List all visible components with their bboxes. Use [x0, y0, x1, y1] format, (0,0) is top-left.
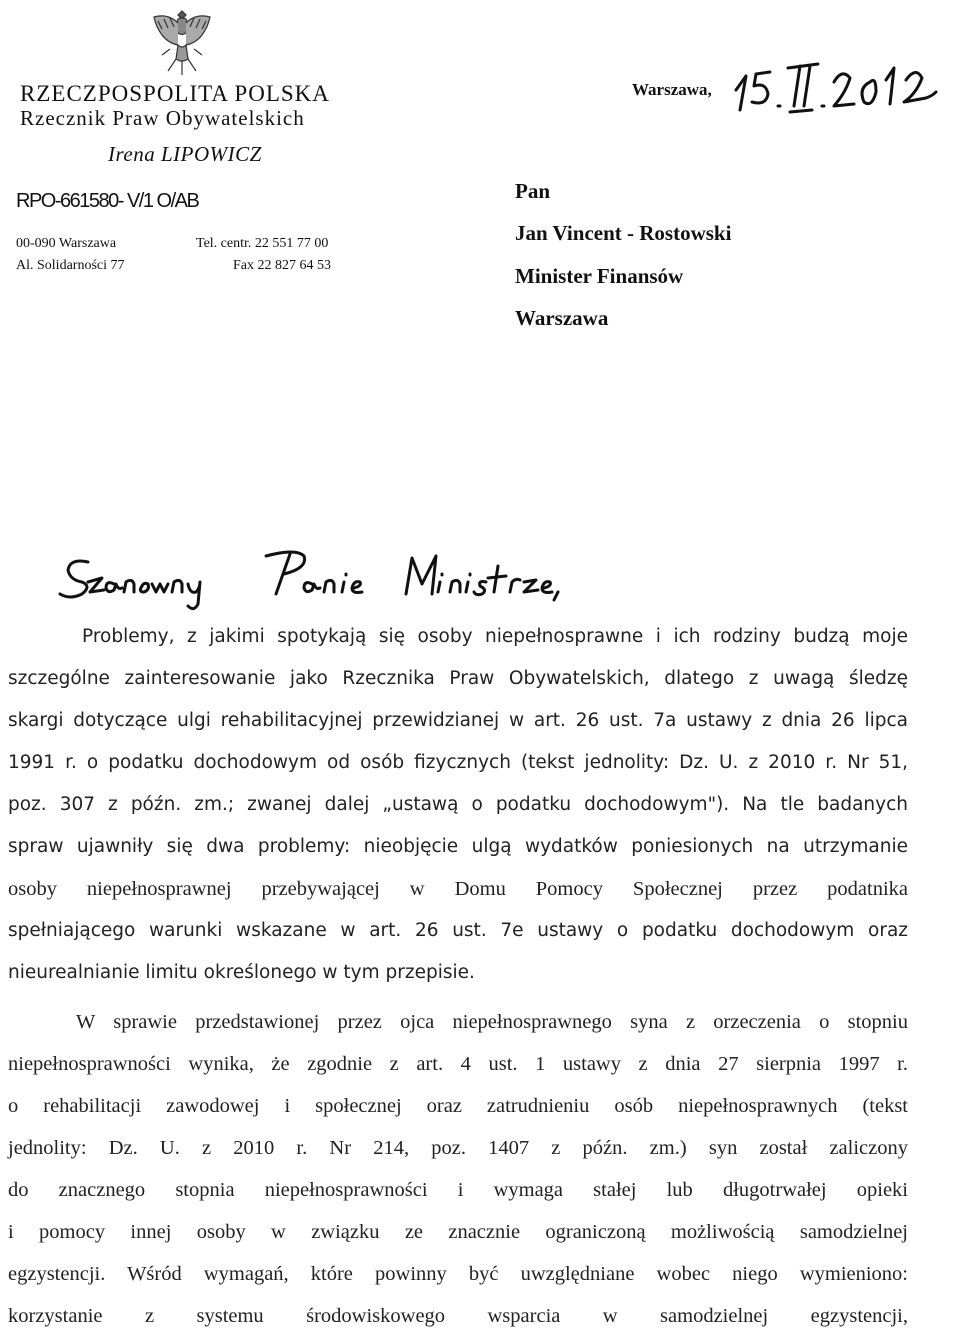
paragraph-line: szczególne zainteresowanie jako Rzecznika Praw Obywatelskich, dlatego z uwagą śledzę	[8, 668, 908, 689]
paragraph-line: spraw ujawniły się dwa problemy: nieobjęcie ulgą wydatków poniesionych na utrzymanie	[8, 836, 908, 857]
phone-number: Tel. centr. 22 551 77 00	[196, 236, 329, 251]
paragraph-line: 1991 r. o podatku dochodowym od osób fizycznych (tekst jednolity: Dz. U. z 2010 r. Nr 51,	[8, 752, 908, 773]
body-paragraph-2	[8, 1001, 908, 1337]
institution-country: RZECZPOSPOLITA POLSKA	[20, 81, 330, 106]
paragraph-line: o rehabilitacji zawodowej i społecznej oraz zatrudnieniu osób niepełnosprawnych (tekst	[8, 1095, 908, 1117]
ombudsman-name: Irena LIPOWICZ	[108, 142, 262, 166]
handwritten-date	[730, 50, 960, 120]
paragraph-line: i pomocy innej osoby w związku ze znacznie ograniczoną możliwością samodzielnej	[8, 1221, 908, 1243]
institution-name: Rzecznik Praw Obywatelskich	[20, 106, 305, 130]
postal-address: 00-090 Warszawa	[16, 236, 117, 251]
paragraph-line: skargi dotyczące ulgi rehabilitacyjnej przewidzianej w art. 26 ust. 7a ustawy z dnia 26 lipca	[8, 710, 908, 731]
paragraph-line: nieurealnianie limitu określonego w tym przepisie.	[8, 962, 475, 983]
paragraph-line: osoby niepełnosprawnej przebywającej w Domu Pomocy Społecznej przez podatnika	[8, 878, 908, 900]
paragraph-line: poz. 307 z późn. zm.; zwanej dalej „ustawą o podatku dochodowym"). Na tle badanych	[8, 794, 908, 815]
recipient-title: Pan	[515, 179, 551, 203]
recipient-name: Jan Vincent - Rostowski	[515, 221, 732, 245]
paragraph-line: W sprawie przedstawionej przez ojca niepełnosprawnego syna z orzeczenia o stopniu	[76, 1011, 908, 1033]
paragraph-line: jednolity: Dz. U. z 2010 r. Nr 214, poz. 1407 z późn. zm.) syn został zaliczony	[8, 1137, 908, 1159]
paragraph-line: korzystanie z systemu środowiskowego wsparcia w samodzielnej egzystencji,	[8, 1305, 908, 1327]
handwritten-salutation	[58, 548, 578, 616]
paragraph-line: niepełnosprawności wynika, że zgodnie z art. 4 ust. 1 ustawy z dnia 27 sierpnia 1997 r.	[8, 1053, 908, 1075]
recipient-position: Minister Finansów	[515, 264, 684, 288]
paragraph-line: Problemy, z jakimi spotykają się osoby niepełnosprawne i ich rodziny budzą moje	[82, 626, 908, 647]
fax-number: Fax 22 827 64 53	[233, 258, 331, 273]
reference-number: RPO-661580- V/1 O/AB	[16, 190, 199, 212]
street-address: Al. Solidarności 77	[16, 258, 125, 273]
recipient-city: Warszawa	[515, 306, 609, 330]
date-city: Warszawa,	[632, 80, 712, 99]
eagle-emblem-icon	[148, 5, 216, 77]
paragraph-line: do znacznego stopnia niepełnosprawności i wymaga stałej lub długotrwałej opieki	[8, 1179, 908, 1201]
paragraph-line: egzystencji. Wśród wymagań, które powinny być uwzględniane wobec niego wymieniono:	[8, 1263, 908, 1285]
body-paragraph-1	[8, 616, 908, 994]
paragraph-line: spełniającego warunki wskazane w art. 26 ust. 7e ustawy o podatku dochodowym oraz	[8, 920, 908, 941]
